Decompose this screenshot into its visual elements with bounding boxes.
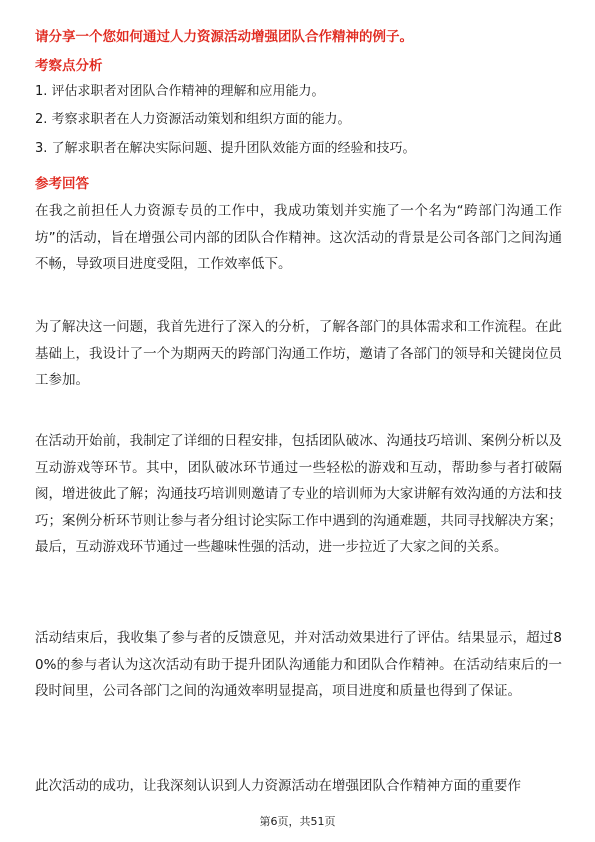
- question-title: 请分享一个您如何通过人力资源活动增强团队合作精神的例子。: [35, 29, 413, 45]
- analysis-heading: 考察点分析: [35, 58, 103, 74]
- answer-paragraph: 在我之前担任人力资源专员的工作中，我成功策划并实施了一个名为“跨部门沟通工作坊”的活动，旨在增强公司内部的团队合作精神。这次活动的背景是公司各部门之间沟通不畅，导致项目进度受阻，工作效率低下。: [35, 203, 562, 272]
- analysis-item: 3. 了解求职者在解决实际问题、提升团队效能方面的经验和技巧。: [35, 141, 416, 156]
- answer-paragraph: 为了解决这一问题，我首先进行了深入的分析，了解各部门的具体需求和工作流程。在此基础上，我设计了一个为期两天的跨部门沟通工作坊，邀请了各部门的领导和关键岗位员工参加。: [35, 319, 562, 388]
- answer-paragraph: 活动结束后，我收集了参与者的反馈意见，并对活动效果进行了评估。结果显示，超过80%的参与者认为这次活动有助于提升团队沟通能力和团队合作精神。在活动结束后的一段时间里，公司各部门之间的沟通效率明显提高，项目进度和质量也得到了保证。: [35, 630, 562, 699]
- analysis-item: 2. 考察求职者在人力资源活动策划和组织方面的能力。: [35, 112, 351, 127]
- analysis-item: 1. 评估求职者对团队合作精神的理解和应用能力。: [35, 84, 325, 99]
- answer-heading: 参考回答: [35, 176, 89, 192]
- answer-paragraph: 此次活动的成功，让我深刻认识到人力资源活动在增强团队合作精神方面的重要作: [35, 778, 521, 794]
- page-number: 第6页，共51页: [259, 815, 336, 828]
- answer-paragraph: 在活动开始前，我制定了详细的日程安排，包括团队破冰、沟通技巧培训、案例分析以及互动游戏等环节。其中，团队破冰环节通过一些轻松的游戏和互动，帮助参与者打破隔阂，增进彼此了解；沟通技巧培训则邀请了专业的培训师为大家讲解有效沟通的方法和技巧；案例分析环节则让参与者分组讨论实际工作中遇到的沟通难题，共同寻找解决方案；最后，互动游戏环节通过一些趣味性强的活动，进一步拉近了大家之间的关系。: [35, 433, 562, 555]
